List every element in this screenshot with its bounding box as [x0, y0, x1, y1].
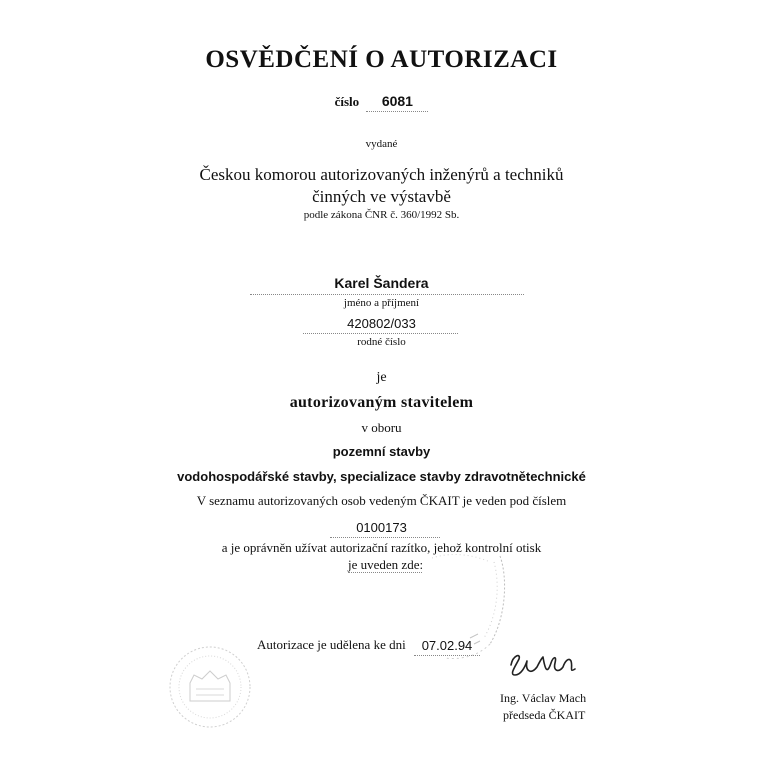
granted-label: Autorizace je udělena ke dni: [257, 637, 406, 652]
stamp-text-line-1: a je oprávněn užívat autorizační razítko, jehož kontrolní otisk: [221, 540, 542, 555]
signatory-title: předseda ČKAIT: [503, 708, 586, 722]
signature: [503, 645, 583, 685]
holder-name: Karel Šandera: [334, 275, 429, 291]
holder-name-caption: jméno a příjmení: [343, 297, 420, 309]
issuer-line-2: činných ve výstavbě: [312, 187, 451, 206]
certificate-number-row: [0, 93, 763, 112]
number-label: číslo: [334, 94, 360, 109]
certificate-title: OSVĚDČENÍ O AUTORIZACI: [205, 46, 558, 73]
issuer-line-1: Českou komorou autorizovaných inženýrů a techniků: [199, 165, 564, 184]
granted-date: 07.02.94: [414, 638, 480, 656]
name-dotted-line: [250, 294, 524, 295]
birth-dotted-line: [303, 333, 458, 334]
official-seal: [168, 645, 252, 729]
signatory-name: Ing. Václav Mach: [500, 691, 587, 705]
registry-dotted-line: [330, 537, 440, 538]
certificate-number: 6081: [366, 93, 428, 112]
field-secondary: vodohospodářské stavby, specializace stavby zdravotnětechnické: [177, 469, 586, 484]
birth-number-caption: rodné číslo: [357, 336, 406, 348]
stamp-text-line-2: je uveden zde:: [348, 557, 424, 572]
issued-by-label: vydané: [365, 138, 398, 150]
authorization-role: autorizovaným stavitelem: [289, 394, 474, 411]
registry-number: 0100173: [356, 520, 407, 535]
law-reference: podle zákona ČNR č. 360/1992 Sb.: [303, 209, 460, 221]
field-primary: pozemní stavby: [332, 444, 431, 459]
registry-text: V seznamu autorizovaných osob vedeným ČKAIT je veden pod číslem: [196, 493, 567, 508]
is-word: je: [376, 370, 387, 385]
field-label: v oboru: [361, 420, 402, 435]
birth-number: 420802/033: [347, 316, 416, 331]
